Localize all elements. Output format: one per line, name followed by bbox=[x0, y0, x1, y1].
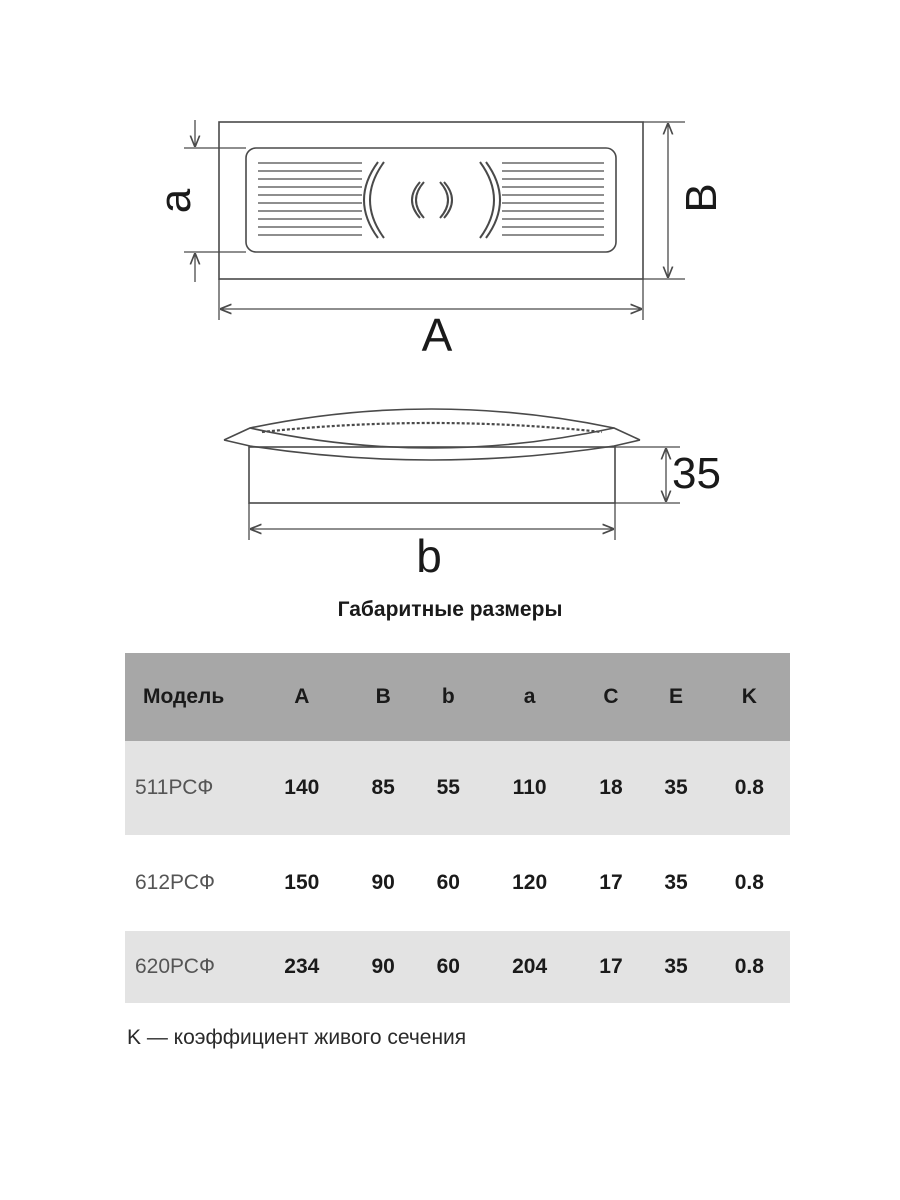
body-profile bbox=[249, 447, 615, 503]
side-view bbox=[224, 409, 680, 540]
cell-C: 18 bbox=[578, 741, 643, 835]
cell-a: 204 bbox=[481, 931, 579, 1003]
technical-drawing bbox=[0, 0, 900, 590]
cell-b: 55 bbox=[416, 741, 481, 835]
cell-a: 110 bbox=[481, 741, 579, 835]
dimension-35 bbox=[615, 447, 680, 503]
bracket-ornament bbox=[362, 160, 502, 240]
header-K: K bbox=[709, 653, 790, 741]
cell-E: 35 bbox=[664, 871, 688, 894]
cell-E: 35 bbox=[644, 931, 709, 1003]
flange-profile bbox=[224, 428, 640, 448]
header-E: E bbox=[644, 653, 709, 741]
label-b: b bbox=[416, 530, 442, 582]
cell-model: 612РСФ bbox=[135, 871, 215, 894]
cell-C: 17 bbox=[599, 871, 623, 894]
header-model: Модель bbox=[125, 653, 253, 741]
cell-K: 0.8 bbox=[734, 871, 764, 894]
cell-model: 620РСФ bbox=[125, 931, 253, 1003]
header-a: a bbox=[481, 653, 579, 741]
cell-model: 511РСФ bbox=[125, 741, 253, 835]
cell-C: 17 bbox=[578, 931, 643, 1003]
header-A: A bbox=[253, 653, 351, 741]
footnote: K — коэффициент живого сечения bbox=[127, 1026, 467, 1049]
cell-B: 85 bbox=[351, 741, 416, 835]
header-b: b bbox=[416, 653, 481, 741]
table-row bbox=[125, 835, 790, 931]
label-35: 35 bbox=[672, 449, 721, 498]
cell-K: 0.8 bbox=[709, 741, 790, 835]
cell-A: 234 bbox=[253, 931, 351, 1003]
table-row bbox=[125, 931, 790, 1003]
header-C: C bbox=[578, 653, 643, 741]
label-A: A bbox=[421, 309, 453, 361]
cell-b: 60 bbox=[416, 931, 481, 1003]
cell-K: 0.8 bbox=[709, 931, 790, 1003]
dimensions-table bbox=[125, 653, 790, 1003]
label-B: B bbox=[677, 183, 726, 213]
cell-B: 90 bbox=[371, 871, 395, 894]
table-row bbox=[125, 741, 790, 835]
label-a: a bbox=[151, 188, 200, 214]
header-B: B bbox=[351, 653, 416, 741]
cell-a: 120 bbox=[512, 871, 548, 894]
section-title: Габаритные размеры bbox=[337, 598, 563, 621]
cell-A: 150 bbox=[284, 871, 320, 894]
table-header-row bbox=[125, 653, 790, 741]
cell-B: 90 bbox=[351, 931, 416, 1003]
top-view bbox=[184, 120, 685, 320]
cell-A: 140 bbox=[253, 741, 351, 835]
cell-E: 35 bbox=[644, 741, 709, 835]
cell-b: 60 bbox=[436, 871, 460, 894]
